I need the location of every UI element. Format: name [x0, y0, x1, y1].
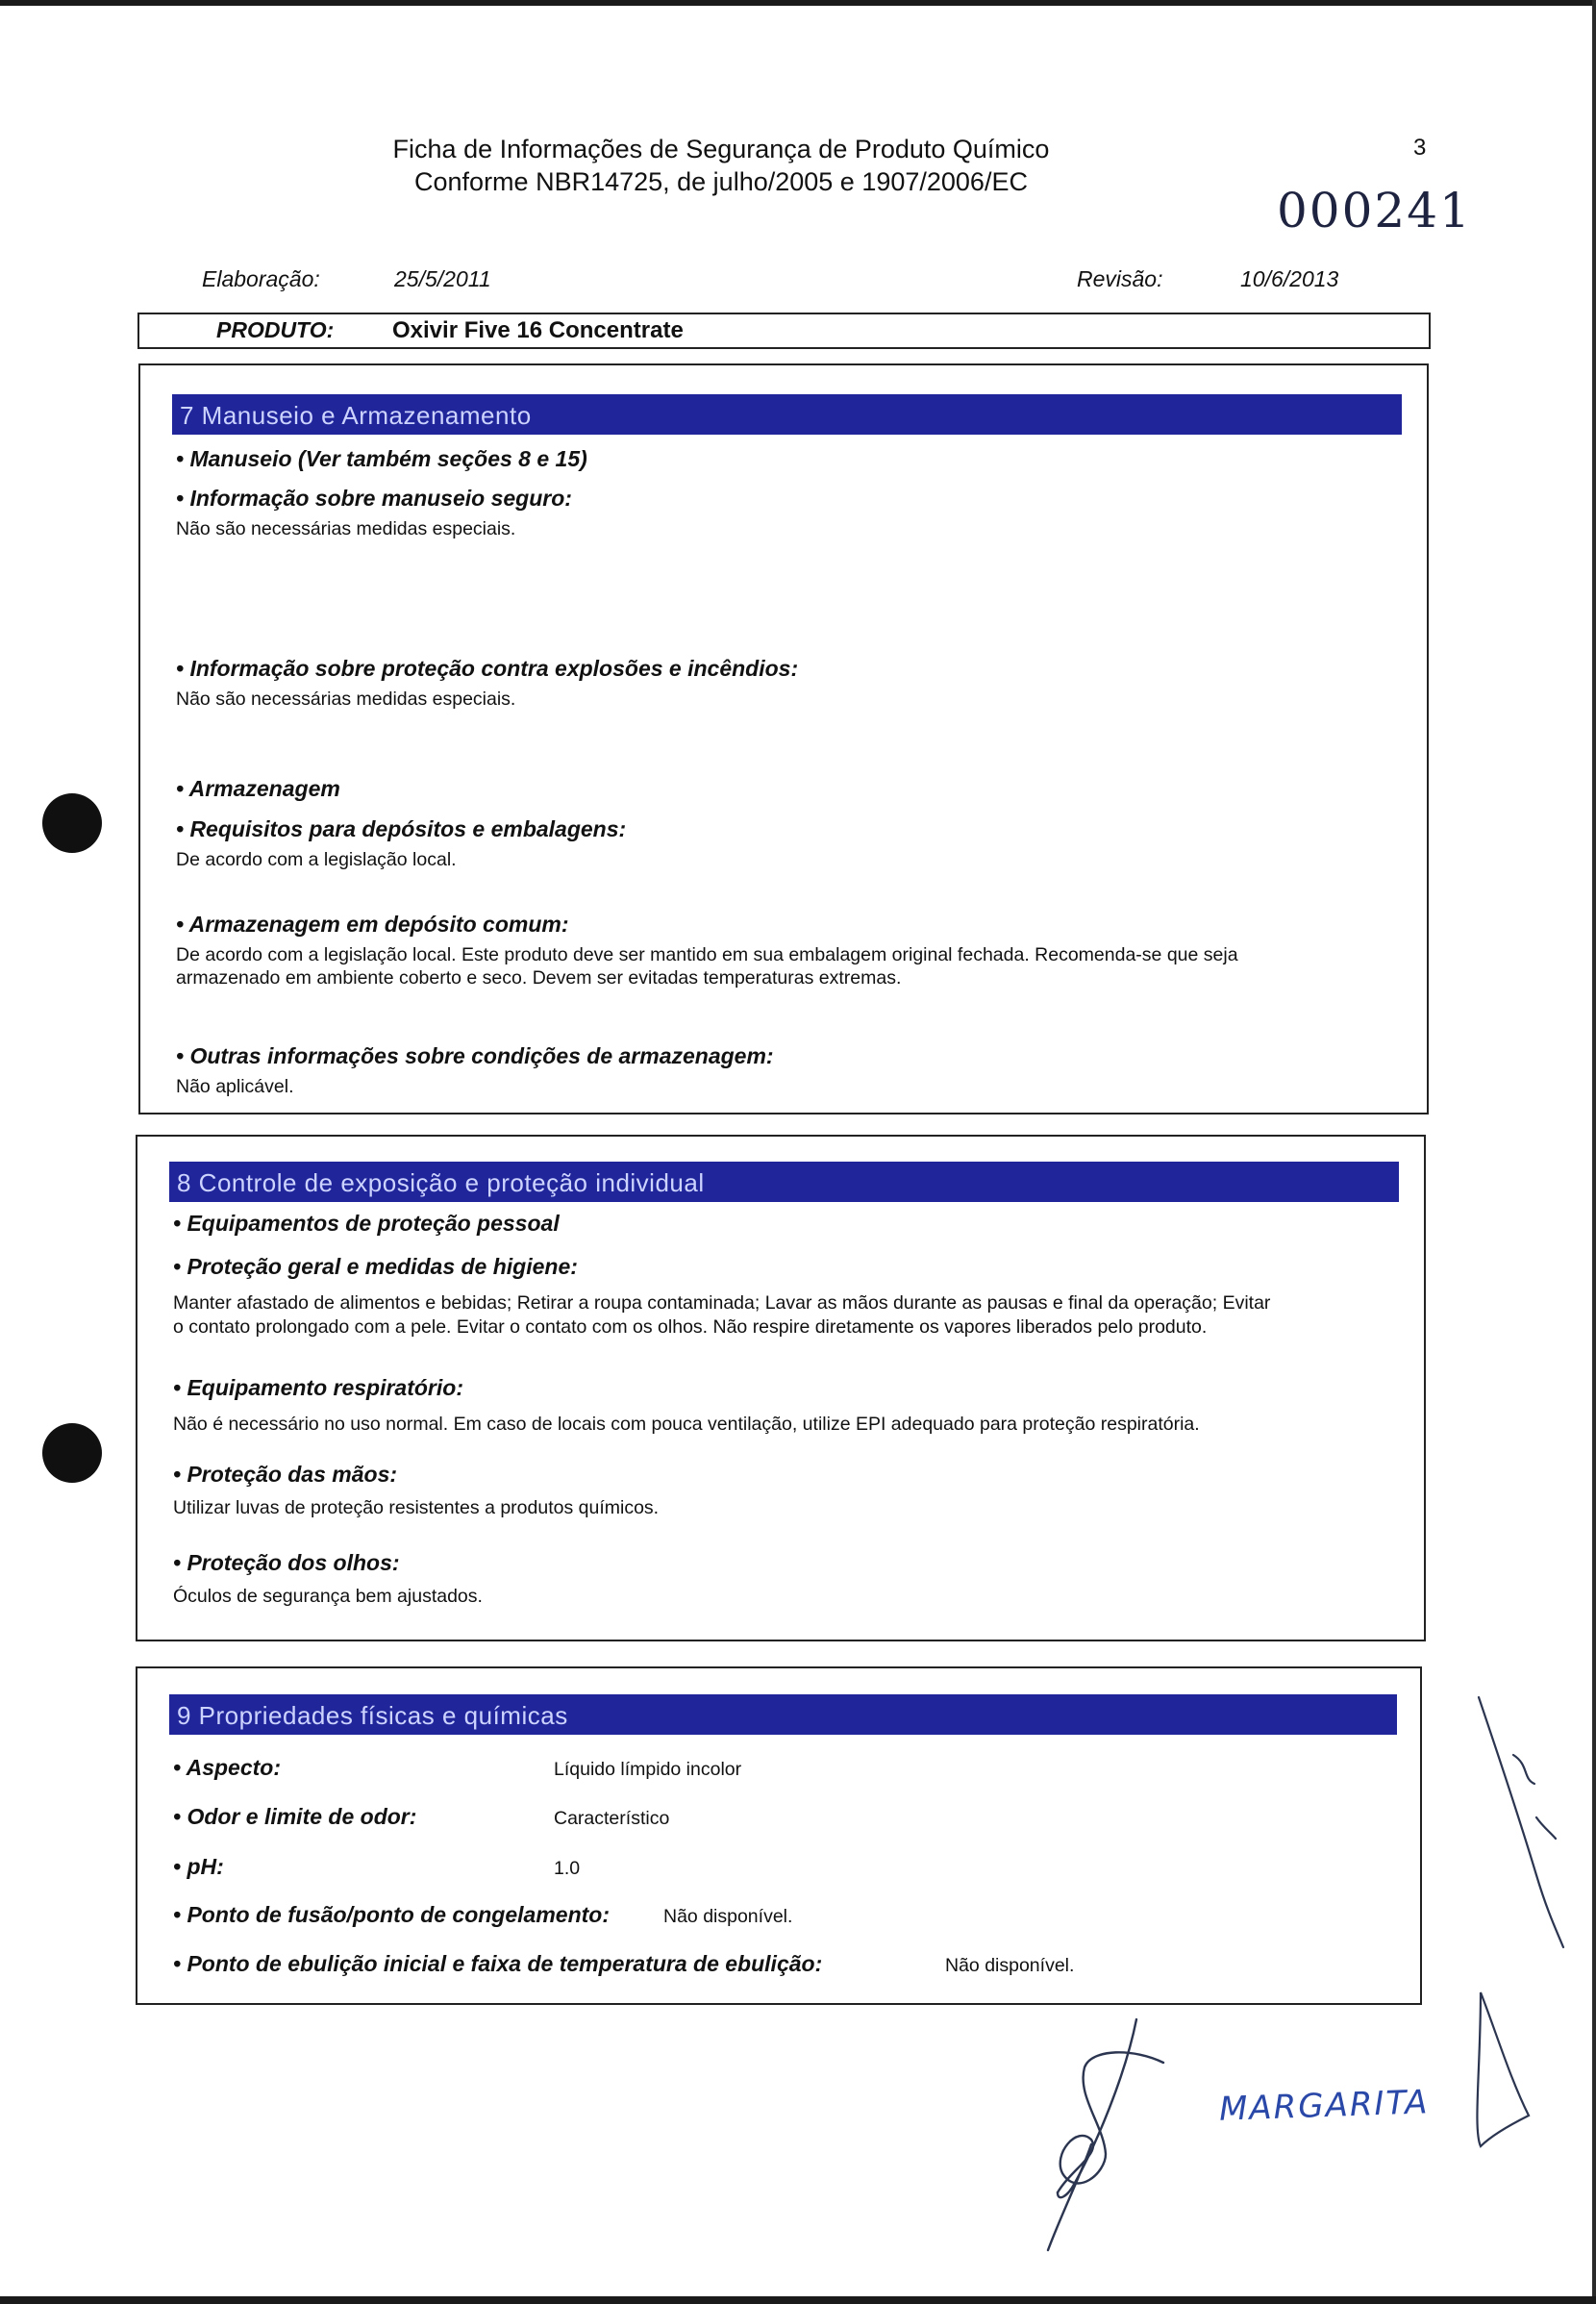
page-number: 3 [1413, 135, 1427, 161]
product-label: PRODUTO: [216, 317, 335, 342]
sec9-ph-label: • pH: [173, 1854, 224, 1879]
sec7-requisitos-heading: • Requisitos para depósitos e embalagens: [176, 816, 627, 841]
sec8-equipamentos-heading: • Equipamentos de proteção pessoal [173, 1211, 560, 1236]
sec7-deposito-comum-text-1: De acordo com a legislação local. Este produto deve ser mantido em sua embalagem original fechada. Recomenda-se que seja [176, 944, 1238, 965]
sec9-fusao-value: Não disponível. [663, 1906, 793, 1927]
punch-hole-upper [42, 793, 102, 853]
sec7-manuseio-seguro-heading: • Informação sobre manuseio seguro: [176, 486, 572, 511]
punch-hole-lower [42, 1423, 102, 1483]
section-9 [136, 1666, 1422, 2005]
sec7-requisitos-text: De acordo com a legislação local. [176, 849, 457, 870]
sec7-explosoes-heading: • Informação sobre proteção contra explosões e incêndios: [176, 656, 799, 681]
sec8-maos-text: Utilizar luvas de proteção resistentes a produtos químicos. [173, 1497, 660, 1518]
scan-edge-bottom [0, 2296, 1596, 2304]
stamp-number: 000241 [1277, 183, 1472, 238]
scan-edge-top [0, 0, 1596, 6]
sec7-manuseio-seguro-text: Não são necessárias medidas especiais. [176, 518, 516, 539]
sec7-outras-text: Não aplicável. [176, 1076, 294, 1097]
section-8-title: 8 Controle de exposição e proteção individual [169, 1162, 1399, 1202]
sec9-odor-label: • Odor e limite de odor: [173, 1804, 417, 1829]
revisao-date: 10/6/2013 [1240, 266, 1339, 291]
sec8-protecao-geral-heading: • Proteção geral e medidas de higiene: [173, 1254, 578, 1279]
margin-check-mark [1479, 1697, 1563, 1947]
section-7 [138, 363, 1429, 1114]
margin-triangle-mark [1477, 1992, 1529, 2146]
sec9-aspecto-value: Líquido límpido incolor [554, 1759, 742, 1780]
sec7-armazenagem-heading: • Armazenagem [176, 776, 340, 801]
sec9-ph-value: 1.0 [554, 1858, 581, 1879]
section-8 [136, 1135, 1426, 1641]
elaboracao-date: 25/5/2011 [394, 266, 491, 291]
sec9-ebulicao-value: Não disponível. [945, 1955, 1075, 1976]
sec8-respiratorio-heading: • Equipamento respiratório: [173, 1375, 463, 1400]
sec8-olhos-heading: • Proteção dos olhos: [173, 1550, 400, 1575]
title-line-2: Conforme NBR14725, de julho/2005 e 1907/2006/EC [414, 167, 1028, 196]
sec8-protecao-geral-text-2: o contato prolongado com a pele. Evitar o contato com os olhos. Não respire diretamente os vapores liberados pelo produto. [173, 1316, 1208, 1338]
sec9-ebulicao-label: • Ponto de ebulição inicial e faixa de temperatura de ebulição: [173, 1951, 823, 1976]
sec7-outras-heading: • Outras informações sobre condições de armazenagem: [176, 1043, 774, 1068]
sec9-aspecto-label: • Aspecto: [173, 1755, 281, 1780]
sec7-explosoes-text: Não são necessárias medidas especiais. [176, 689, 516, 710]
document-title [375, 133, 1067, 198]
section-9-title: 9 Propriedades físicas e químicas [169, 1694, 1397, 1735]
title-line-1: Ficha de Informações de Segurança de Produto Químico [392, 135, 1050, 163]
product-name: Oxivir Five 16 Concentrate [392, 317, 684, 343]
revisao-label: Revisão: [1077, 266, 1163, 291]
sec7-deposito-comum-text-2: armazenado em ambiente coberto e seco. Devem ser evitadas temperaturas extremas. [176, 967, 902, 989]
sec7-deposito-comum-heading: • Armazenagem em depósito comum: [176, 912, 569, 937]
sec8-respiratorio-text: Não é necessário no uso normal. Em caso de locais com pouca ventilação, utilize EPI adequado para proteção respiratória. [173, 1414, 1200, 1435]
elaboracao-label: Elaboração: [202, 266, 320, 291]
sec7-manuseio-heading: • Manuseio (Ver também seções 8 e 15) [176, 446, 587, 471]
handwritten-name: MARGARITA [1218, 2083, 1431, 2129]
sec8-maos-heading: • Proteção das mãos: [173, 1462, 398, 1487]
section-7-title: 7 Manuseio e Armazenamento [172, 394, 1402, 435]
sec9-fusao-label: • Ponto de fusão/ponto de congelamento: [173, 1902, 610, 1927]
signature-scribble [1048, 2019, 1163, 2250]
sec9-odor-value: Característico [554, 1808, 670, 1829]
scan-edge-right [1592, 0, 1596, 2304]
sec8-protecao-geral-text-1: Manter afastado de alimentos e bebidas; Retirar a roupa contaminada; Lavar as mãos durante as pausas e final da operação; Evitar [173, 1292, 1271, 1314]
sec8-olhos-text: Óculos de segurança bem ajustados. [173, 1586, 483, 1607]
